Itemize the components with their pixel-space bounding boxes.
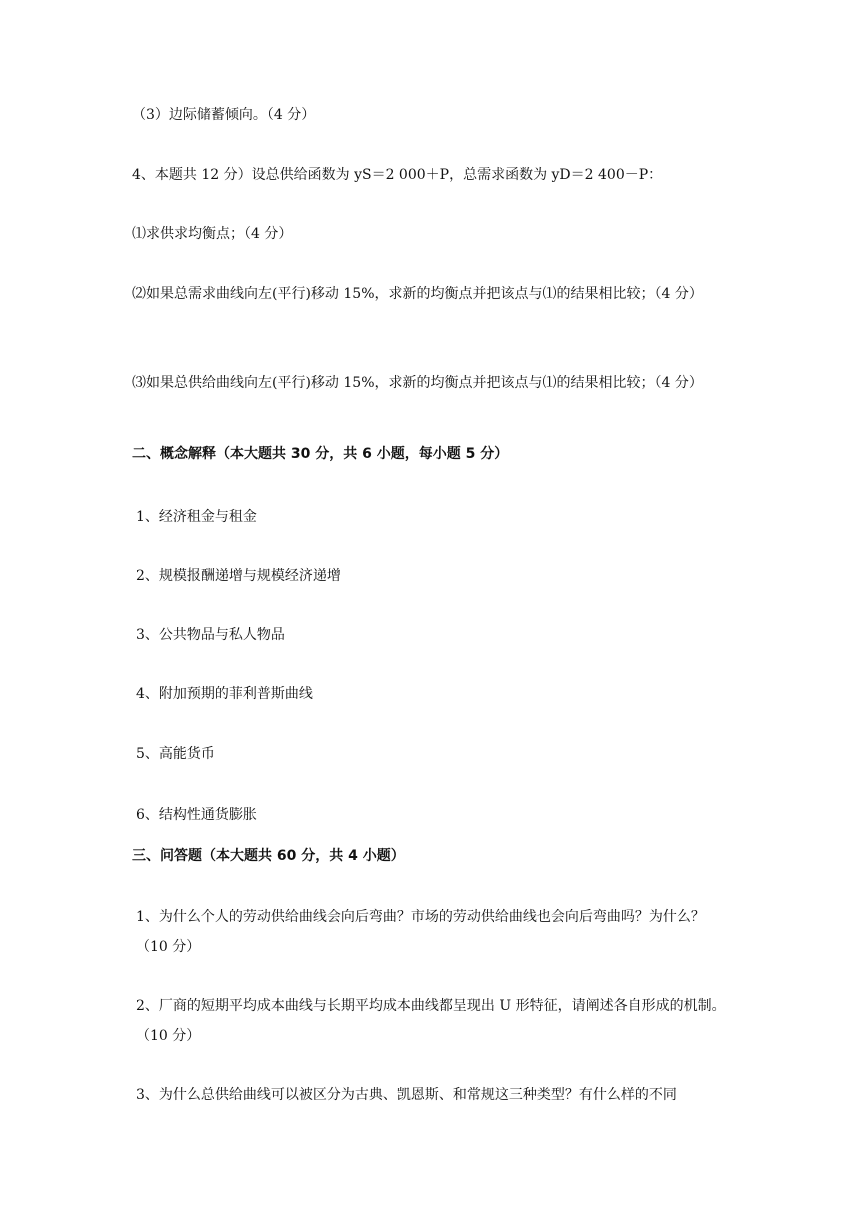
question-4-part-3: ⑶如果总供给曲线向左(平行)移动 15%，求新的均衡点并把该点与⑴的结果相比较；（4 分） xyxy=(132,375,703,391)
concept-item-5: 5、高能货币 xyxy=(136,746,215,762)
question-4-part-2: ⑵如果总需求曲线向左(平行)移动 15%，求新的均衡点并把该点与⑴的结果相比较；（4 分） xyxy=(132,286,703,302)
section-2-heading: 二、概念解释（本大题共 30 分，共 6 小题，每小题 5 分） xyxy=(132,446,509,462)
concept-item-4: 4、附加预期的菲利普斯曲线 xyxy=(136,686,313,702)
section-3-heading: 三、问答题（本大题共 60 分，共 4 小题） xyxy=(132,848,405,864)
qa-item-3: 3、为什么总供给曲线可以被区分为古典、凯恩斯、和常规这三种类型？有什么样的不同 xyxy=(136,1087,677,1103)
concept-item-3: 3、公共物品与私人物品 xyxy=(136,627,285,643)
question-4-part-1: ⑴求供求均衡点；（4 分） xyxy=(132,226,293,242)
concept-item-6: 6、结构性通货膨胀 xyxy=(136,807,257,823)
question-4-stem: 4、本题共 12 分）设总供给函数为 yS＝2 000＋P，总需求函数为 yD＝2 400－P： xyxy=(132,167,663,183)
concept-item-2: 2、规模报酬递增与规模经济递增 xyxy=(136,568,341,584)
concept-item-1: 1、经济租金与租金 xyxy=(136,509,257,525)
question-3-part-3: （3）边际储蓄倾向。（4 分） xyxy=(132,107,316,123)
qa-item-2: 2、厂商的短期平均成本曲线与长期平均成本曲线都呈现出 U 形特征，请阐述各自形成的机制。（10 分） xyxy=(136,998,726,1044)
qa-item-1: 1、为什么个人的劳动供给曲线会向后弯曲？市场的劳动供给曲线也会向后弯曲吗？为什么？（10 分） xyxy=(136,909,705,955)
